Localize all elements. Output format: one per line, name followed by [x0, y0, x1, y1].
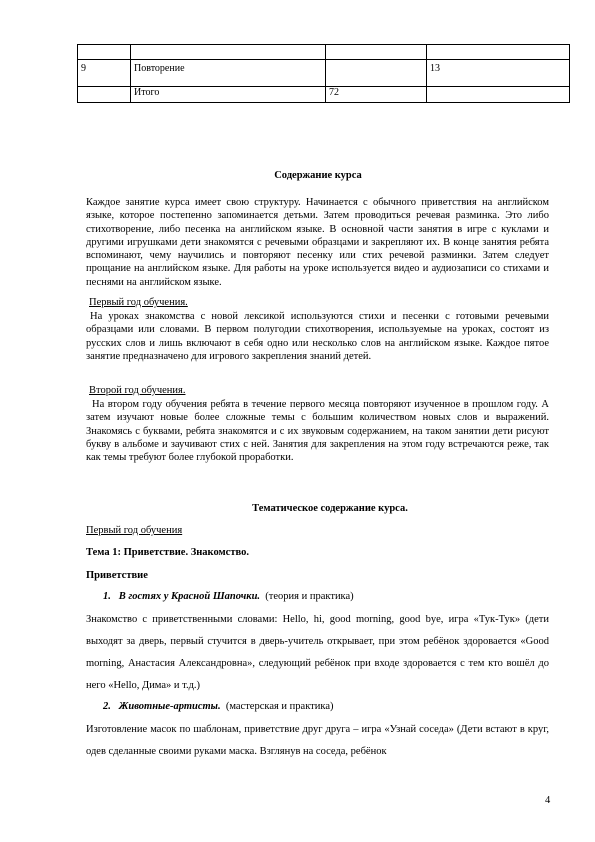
- table-cell: 13: [427, 60, 570, 87]
- table-cell: Повторение: [131, 60, 326, 87]
- lesson-1-text: Знакомство с приветственными словами: Hello, hi, good morning, good bye, игра «Тук-Тук» (дети выходят за дверь, первый стучится в дверь-учитель открывает, при этом ребёнок здоровается «Good morning, Анастасия Александровна», следующий ребёнок при входе здоровается с тем кто вошёл до него «Hello, Дима» и т.д.): [86, 614, 549, 691]
- table-cell: [427, 87, 570, 103]
- year1-heading: Первый год обучения: [86, 525, 183, 536]
- year2-label: Второй год обучения.: [89, 385, 186, 396]
- year1-paragraph: На уроках знакомства с новой лексикой используются стихи и песенки с готовыми речевыми образцами или словами. В первом полугодии стихотворения, используемые на уроках, состоят из русских слов и лишь включают в себя одно или несколько слов на английском языке. Каждое пятое занятие предназначено для игрового закрепления знаний детей.: [86, 311, 549, 362]
- greeting-label: Приветствие: [86, 570, 148, 581]
- section-title: Содержание курса: [274, 170, 362, 181]
- lesson-1-title: [103, 591, 354, 602]
- intro-paragraph: Каждое занятие курса имеет свою структуру. Начинается с обычного приветствия на английском языке, которое постепенно запоминается детьми. Затем проводиться речевая разминка. Это либо стихотворение, либо песенка на английском языке. В основной части занятия в игре с куклами и другими игрушками дети знакомятся с речевыми образцами и закрепляют их. В конце занятия ребята вспоминают, чему научились и повторяют песенку или стих речевой разминки. Затем следует прощание на английском языке. Для работы на уроке используется видео и аудиозаписи со стихами и песнями на английском языке.: [86, 197, 549, 288]
- table-row: [78, 60, 570, 87]
- table-cell: [326, 45, 427, 60]
- table-cell: [427, 45, 570, 60]
- lesson-2-note: (мастерская и практика): [225, 701, 334, 712]
- lesson-2-title: [103, 701, 333, 712]
- table-row: [78, 87, 570, 103]
- table-cell: [78, 87, 131, 103]
- topic-1-title: Тема 1: Приветствие. Знакомство.: [86, 547, 249, 558]
- table-cell: Итого: [131, 87, 326, 103]
- lesson-1-name: В гостях у Красной Шапочки.: [118, 591, 261, 602]
- lesson-1-note: (теория и практика): [265, 591, 354, 602]
- year2-paragraph: На втором году обучения ребята в течение первого месяца повторяют изученное в прошлом году. А затем изучают новые более сложные темы с большим количеством новых слов и выражений. Знакомясь с буквами, ребята знакомятся и с их звуковым содержанием, на таком занятии дети рисуют букву в альбоме и заучивают стих с ней. Занятия для закрепления на этом году встречаются реже, так как темы требуют более глубокой проработки.: [86, 399, 549, 464]
- table-cell: [78, 45, 131, 60]
- lesson-1-number: 1.: [103, 591, 111, 602]
- table-cell: [131, 45, 326, 60]
- thematic-title: Тематическое содержание курса.: [252, 503, 408, 514]
- lesson-2-text: Изготовление масок по шаблонам, приветствие друг друга – игра «Узнай соседа» (Дети встают в круг, одев сделанные своими руками маска. Взглянув на соседа, ребёнок: [86, 724, 549, 757]
- table-row: [78, 45, 570, 60]
- page-number: 4: [545, 795, 551, 806]
- table-cell: 72: [326, 87, 427, 103]
- table-cell: 9: [78, 60, 131, 87]
- year1-label: Первый год обучения.: [89, 297, 188, 308]
- lesson-2-number: 2.: [103, 701, 111, 712]
- course-plan-table: [77, 44, 570, 103]
- table-cell: [326, 60, 427, 87]
- lesson-2-name: Животные-артисты.: [118, 701, 221, 712]
